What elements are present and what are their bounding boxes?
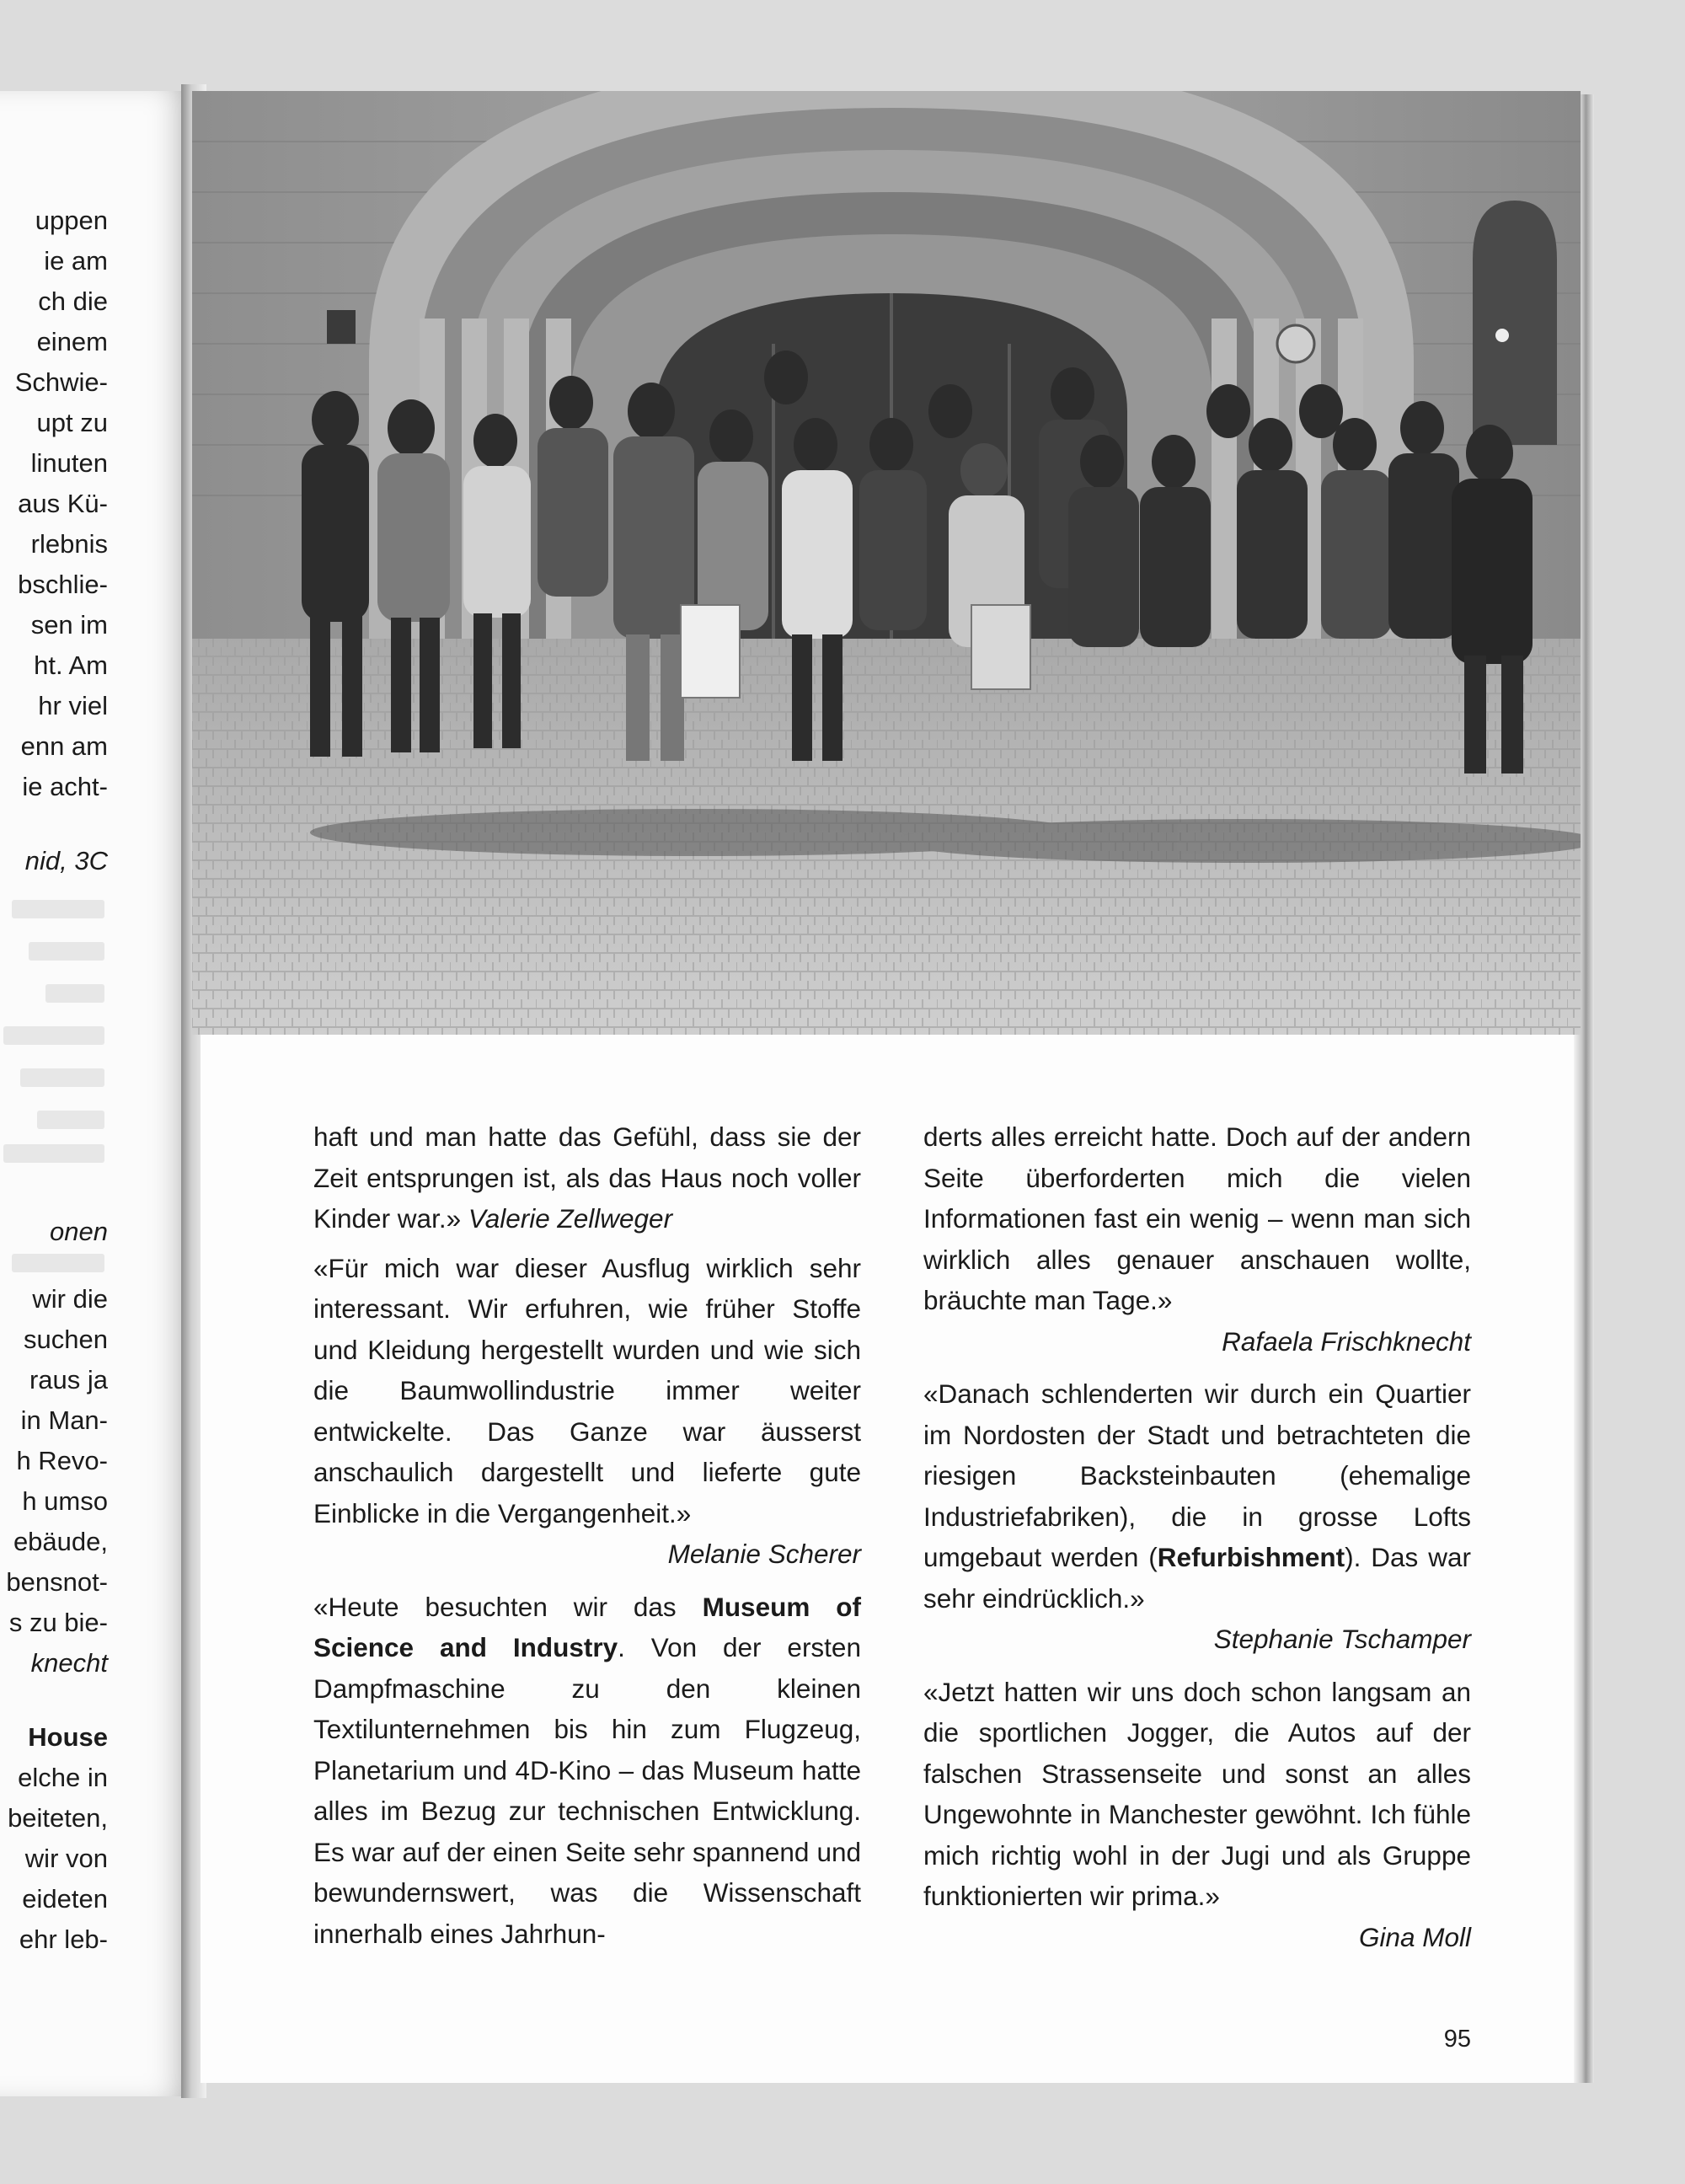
- previous-page-line: ie acht-: [22, 772, 108, 801]
- quote-author: Melanie Scherer: [667, 1539, 861, 1569]
- previous-page-line: bensnot-: [6, 1567, 108, 1597]
- previous-page-line: ch die: [38, 286, 108, 316]
- previous-page-line: linuten: [30, 448, 108, 478]
- previous-page-line: s zu bie-: [8, 1608, 108, 1637]
- show-through-text: [12, 1254, 104, 1272]
- previous-page-line: wir von: [24, 1844, 108, 1873]
- show-through-text: [29, 942, 104, 961]
- show-through-text: [3, 1026, 104, 1045]
- previous-page-line: Schwie-: [14, 367, 108, 397]
- previous-page-line: h umso: [22, 1486, 108, 1516]
- quote-text: «Heute besuchten wir das: [313, 1591, 703, 1622]
- museum-name: Museum of Science and Industry: [313, 1591, 861, 1662]
- quote-paragraph: [923, 1116, 1471, 1321]
- quote-paragraph: [923, 1672, 1471, 1917]
- quote-author: Gina Moll: [1358, 1921, 1471, 1952]
- quote-text: derts alles erreicht hatte. Doch auf der andern Seite überforderten mich die vielen Informationen fast ein wenig – wenn man sich wirklich alles genauer anschauen wollte, bräuchte man Tage.»: [923, 1121, 1471, 1315]
- previous-page-line: upt zu: [36, 408, 108, 437]
- previous-page-line: hr viel: [38, 691, 108, 720]
- quote-text: «Jetzt hatten wir uns doch schon langsam an die sportlichen Jogger, die Autos auf der falschen Strassenseite und sonst an alles Ungewohnte in Manchester gewöhnt. Ich fühle mich richtig wohl in der Jugi und als Gruppe funktionierten wir prima.»: [923, 1676, 1471, 1911]
- previous-page-line: House: [28, 1722, 108, 1752]
- show-through-text: [3, 1144, 104, 1163]
- previous-page-line: suchen: [24, 1325, 108, 1354]
- previous-page-line: enn am: [20, 731, 108, 761]
- previous-page-line: ht. Am: [34, 650, 108, 680]
- show-through-text: [45, 984, 104, 1003]
- refurbishment-term: Refurbishment: [1157, 1542, 1345, 1572]
- previous-page-line: aus Kü-: [18, 489, 108, 518]
- previous-page-line: eideten: [22, 1884, 108, 1914]
- quote-author: Stephanie Tschamper: [1213, 1624, 1471, 1654]
- previous-page-line: ie am: [44, 246, 108, 276]
- quote-paragraph: [313, 1116, 861, 1239]
- previous-page-line: beiteten,: [8, 1803, 108, 1833]
- previous-page-line: bschlie-: [18, 570, 108, 599]
- quote-author: Valerie Zellweger: [468, 1203, 673, 1234]
- previous-page-line: sen im: [30, 610, 108, 640]
- previous-page-line: rlebnis: [30, 529, 108, 559]
- previous-page-line: ebäude,: [13, 1527, 108, 1556]
- previous-page-line: nid, 3C: [24, 846, 108, 875]
- previous-page-line: ehr leb-: [19, 1924, 108, 1954]
- previous-page-line: in Man-: [20, 1405, 108, 1435]
- article-column-right: [923, 1116, 1471, 1969]
- previous-page-line: knecht: [30, 1648, 108, 1678]
- previous-page-line: elche in: [18, 1763, 108, 1792]
- article-column-middle: [313, 1116, 861, 1962]
- group-photo: [192, 91, 1581, 1035]
- previous-page-line: h Revo-: [16, 1446, 108, 1475]
- quote-text: «Danach schlenderten wir durch ein Quartier im Nordosten der Stadt und betrachteten die riesigen Backsteinbauten (ehemalige Industriefabriken), die in grosse Lofts umgebaut werden (: [923, 1378, 1471, 1572]
- group-photo-icon: [192, 91, 1581, 1035]
- previous-page-line: uppen: [35, 206, 108, 235]
- quote-text: ). Das war sehr eindrücklich.»: [923, 1542, 1471, 1614]
- quote-text: . Von der ersten Dampfmaschine zu den kleinen Textilunternehmen bis hin zum Flugzeug, Planetarium und 4D-Kino – das Museum hatte alles im Bezug zur technischen Entwicklung. Es war auf der einen Seite sehr spannend und bewundernswert, was die Wissenschaft innerhalb eines Jahrhun-: [313, 1632, 861, 1949]
- previous-page-line: wir die: [32, 1284, 108, 1314]
- show-through-text: [37, 1111, 104, 1129]
- previous-page: [0, 91, 192, 2096]
- previous-page-line: einem: [36, 327, 108, 356]
- previous-page-line: raus ja: [29, 1365, 108, 1394]
- quote-paragraph: [313, 1248, 861, 1534]
- show-through-text: [20, 1068, 104, 1087]
- quote-text: «Für mich war dieser Ausflug wirklich sehr interessant. Wir erfuhren, wie früher Stoffe und Kleidung hergestellt wurden und wie sich die Baumwollindustrie immer weiter entwickelte. Das Ganze war äusserst anschaulich dargestellt und lieferte gute Einblicke in die Vergangenheit.»: [313, 1252, 861, 1528]
- previous-page-line: onen: [50, 1217, 108, 1246]
- quote-paragraph: [313, 1587, 861, 1955]
- quote-author: Rafaela Frischknecht: [1222, 1325, 1471, 1357]
- show-through-text: [12, 900, 104, 918]
- quote-text: haft und man hatte das Gefühl, dass sie der Zeit entsprungen ist, als das Haus noch voller Kinder war.»: [313, 1121, 861, 1234]
- page-number: 95: [1443, 2026, 1471, 2053]
- quote-paragraph: [923, 1373, 1471, 1619]
